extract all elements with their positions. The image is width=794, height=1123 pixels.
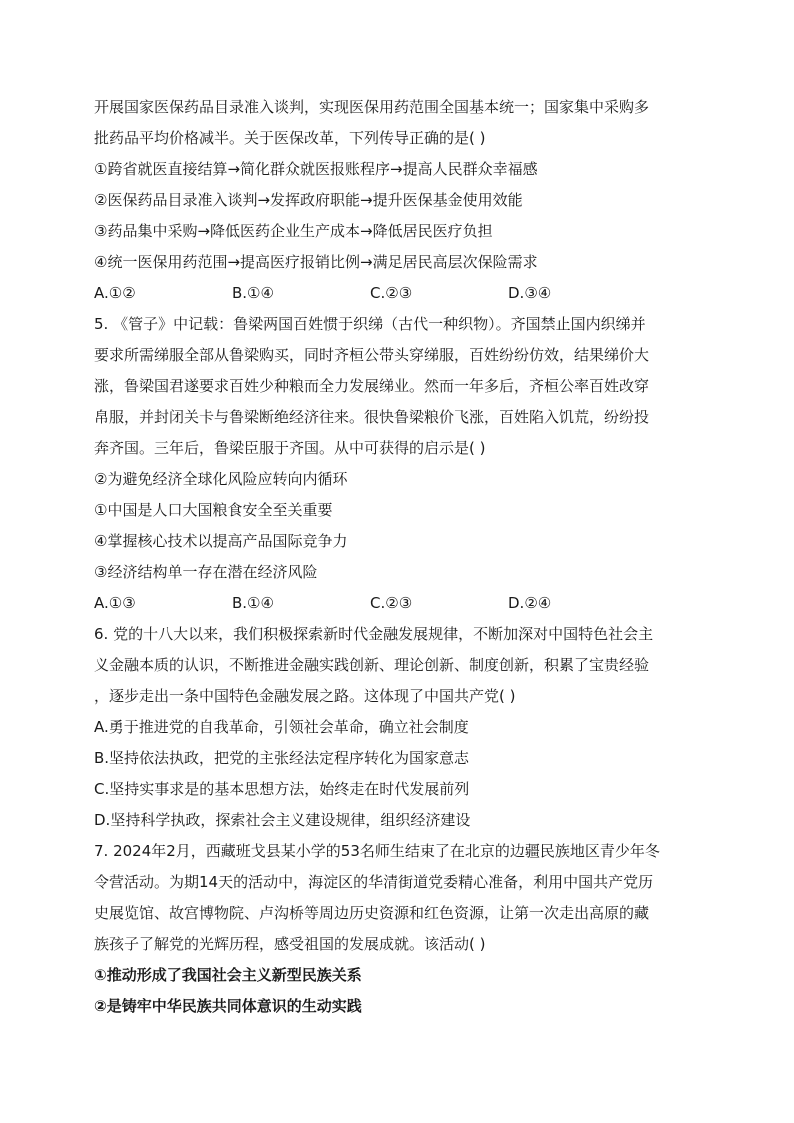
q5-stem-line: 5. 《管子》中记载：鲁梁两国百姓惯于织绨（古代一种织物）。齐国禁止国内织绨并 xyxy=(94,315,646,333)
q4-option-c[interactable]: C.②③ xyxy=(370,284,413,302)
q6-choice-c[interactable]: C.坚持实事求是的基本思想方法，始终走在时代发展前列 xyxy=(94,780,470,798)
q4-statement-3: ③药品集中采购→降低医药企业生产成本→降低居民医疗负担 xyxy=(94,222,493,240)
q7-stem-line: 史展览馆、故宫博物院、卢沟桥等周边历史资源和红色资源，让第一次走出高原的藏 xyxy=(94,904,650,922)
q6-choice-a[interactable]: A.勇于推进党的自我革命，引领社会革命，确立社会制度 xyxy=(94,718,469,736)
q5-option-b[interactable]: B.①④ xyxy=(232,594,274,612)
exam-page xyxy=(94,92,714,1022)
q7-statement-1: ①推动形成了我国社会主义新型民族关系 xyxy=(94,966,362,984)
q7-statement-2: ②是铸牢中华民族共同体意识的生动实践 xyxy=(94,997,362,1015)
q4-stem-line: 批药品平均价格减半。关于医保改革，下列传导正确的是( ) xyxy=(94,129,486,147)
q5-stem-line: 帛服，并封闭关卡与鲁梁断绝经济往来。很快鲁梁粮价飞涨，百姓陷入饥荒，纷纷投 xyxy=(94,408,650,426)
q4-option-a[interactable]: A.①② xyxy=(94,284,136,302)
question-6 xyxy=(94,619,714,836)
q7-stem-line: 族孩子了解党的光辉历程，感受祖国的发展成就。该活动( ) xyxy=(94,935,486,953)
q7-stem-line: 7. 2024年2月，西藏班戈县某小学的53名师生结束了在北京的边疆民族地区青少年冬 xyxy=(94,842,660,860)
q6-stem-line: 义金融本质的认识，不断推进金融实践创新、理论创新、制度创新，积累了宝贵经验 xyxy=(94,656,650,674)
q4-options xyxy=(94,278,714,309)
q4-statement-1: ①跨省就医直接结算→简化群众就医报账程序→提高人民群众幸福感 xyxy=(94,160,538,178)
q4-statement-2: ②医保药品目录准入谈判→发挥政府职能→提升医保基金使用效能 xyxy=(94,191,523,209)
question-4 xyxy=(94,92,714,309)
q5-stem-line: 要求所需绨服全部从鲁梁购买，同时齐桓公带头穿绨服，百姓纷纷仿效，结果绨价大 xyxy=(94,346,650,364)
question-5 xyxy=(94,309,714,619)
q5-statement-3: ③经济结构单一存在潜在经济风险 xyxy=(94,563,318,581)
q5-options xyxy=(94,588,714,619)
q5-option-c[interactable]: C.②③ xyxy=(370,594,413,612)
q6-stem-line: ，逐步走出一条中国特色金融发展之路。这体现了中国共产党( ) xyxy=(94,687,516,705)
q5-option-a[interactable]: A.①③ xyxy=(94,594,136,612)
q7-stem-line: 令营活动。为期14天的活动中，海淀区的华清街道党委精心准备，利用中国共产党历 xyxy=(94,873,654,891)
q4-statement-4: ④统一医保用药范围→提高医疗报销比例→满足居民高层次保险需求 xyxy=(94,253,538,271)
q5-statement-1: ①中国是人口大国粮食安全至关重要 xyxy=(94,501,333,519)
q6-choice-b[interactable]: B.坚持依法执政，把党的主张经法定程序转化为国家意志 xyxy=(94,749,470,767)
q5-stem-line: 涨，鲁梁国君遂要求百姓少种粮而全力发展绨业。然而一年多后，齐桓公率百姓改穿 xyxy=(94,377,650,395)
q6-choice-d[interactable]: D.坚持科学执政，探索社会主义建设规律，组织经济建设 xyxy=(94,811,471,829)
q5-statement-2: ②为避免经济全球化风险应转向内循环 xyxy=(94,470,348,488)
q4-stem-line: 开展国家医保药品目录准入谈判，实现医保用药范围全国基本统一；国家集中采购多 xyxy=(94,98,650,116)
q5-statement-4: ④掌握核心技术以提高产品国际竞争力 xyxy=(94,532,348,550)
q4-option-b[interactable]: B.①④ xyxy=(232,284,274,302)
q5-stem-line: 奔齐国。三年后，鲁梁臣服于齐国。从中可获得的启示是( ) xyxy=(94,439,486,457)
question-7 xyxy=(94,836,714,1022)
q4-option-d[interactable]: D.③④ xyxy=(508,284,552,302)
q5-option-d[interactable]: D.②④ xyxy=(508,594,552,612)
q6-stem-line: 6. 党的十八大以来，我们积极探索新时代金融发展规律，不断加深对中国特色社会主 xyxy=(94,625,654,643)
